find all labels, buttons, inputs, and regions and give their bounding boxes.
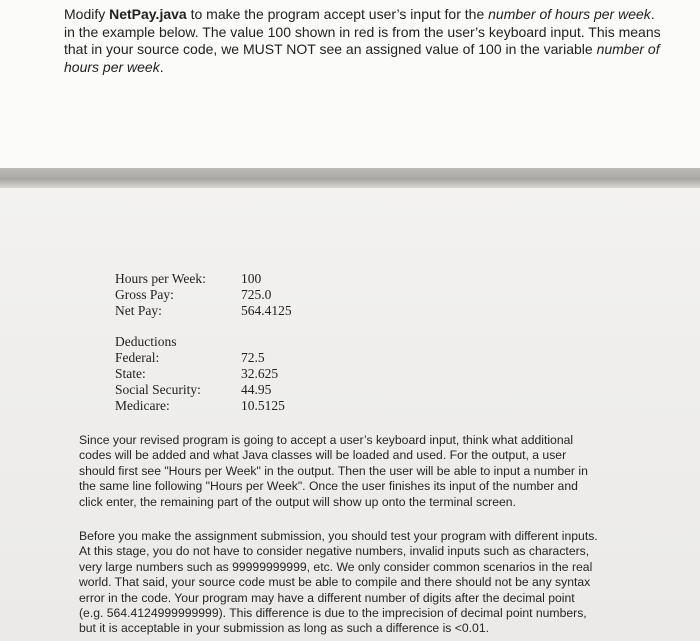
testing-paragraph: Before you make the assignment submission, you should test your program with different inputs. At this stage, you do not have to consider negative numbers, invalid inputs such as characters, very large numbers such as 99999999999, etc. We only consider common scenarios in the real world. That said, your source code must be able to compile and there should not be any syntax error in the code. Your program may have a different number of digits after the decimal point (e.g. 564.4124999999999). This difference is due to the imprecision of decimal point numbers, but it is acceptable in your submission as long as such a difference is <0.01. [79,529,598,636]
medicare-label: Medicare: [115,398,170,413]
variable-name: number of hours per week [64,41,660,75]
federal-label: Federal: [115,350,160,365]
variable-name: number of hours per week [488,6,651,22]
federal-value: 72.5 [241,350,265,365]
gross-pay-value: 725.0 [241,287,272,302]
medicare-value: 10.5125 [241,398,285,413]
state-label: State: [115,366,146,381]
intro-text: . in the example below. The value 100 shown in red is from the user’s keyboard input. This means that in your source code, we MUST NOT see an assigned value of 100 in the variable [64,6,661,57]
instructions-section [0,0,700,168]
social-security-value: 44.95 [241,382,272,397]
intro-text: . [159,58,164,75]
hours-label: Hours per Week: [115,271,206,286]
instructions-text [64,6,664,76]
section-divider [0,168,700,188]
deductions-heading: Deductions [115,334,177,349]
state-value: 32.625 [241,366,279,381]
keyboard-input-paragraph: Since your revised program is going to accept a user’s keyboard input, think what additional codes will be added and what Java classes will be loaded and used. For the output, a user should first see "Hours per Week" in the output. Then the user will be able to input a number in the same line following "Hours per Week". Once the user finishes its input of the number and click enter, the remaining part of the output will show up onto the terminal screen. [79,433,588,509]
social-security-label: Social Security: [115,382,201,397]
file-name: NetPay.java [109,6,187,22]
net-pay-value: 564.4125 [241,303,292,318]
intro-text: Modify [64,6,110,22]
hours-value: 100 [241,271,262,286]
gross-pay-label: Gross Pay: [115,287,174,302]
intro-text: to make the program accept user’s input for the [186,6,489,22]
net-pay-label: Net Pay: [115,303,162,318]
